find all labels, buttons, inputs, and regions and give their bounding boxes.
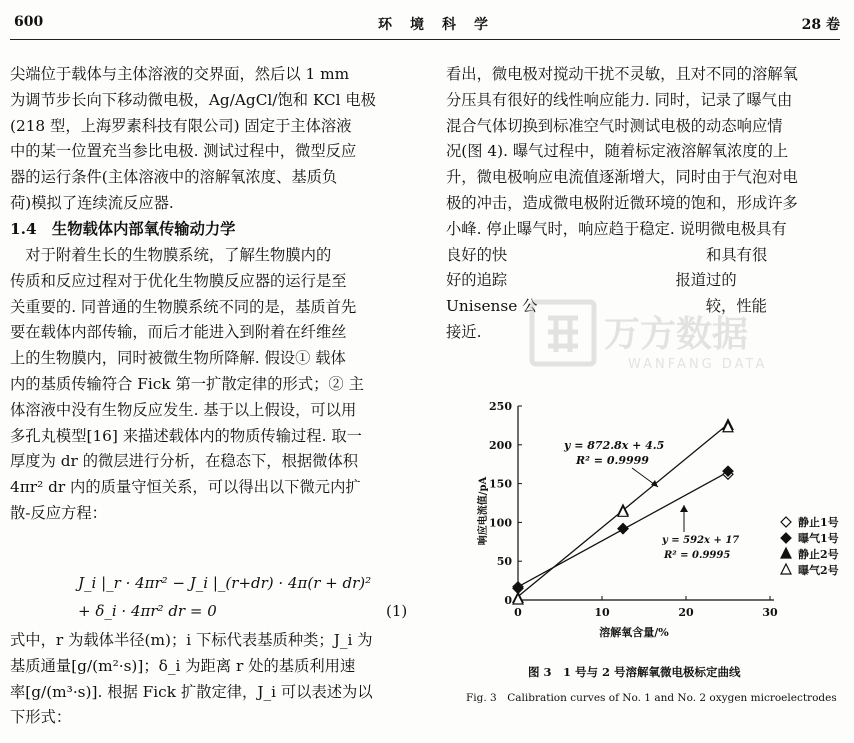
y-tick-label: 250 bbox=[489, 400, 512, 413]
text-line: 好的追踪 报道过的 bbox=[446, 271, 737, 290]
svg-text:万方数据: 万方数据 bbox=[604, 314, 749, 355]
text-line: 体溶液中没有生物反应发生. 基于以上假设，可以用 bbox=[10, 400, 357, 419]
text-line: 基质通量[g/(m²·s)]；δ_i 为距离 r 处的基质利用速 bbox=[10, 656, 356, 675]
text-line: 多孔丸模型[16] 来描述载体内的物质传输过程. 取一 bbox=[10, 426, 362, 445]
equation-1-line1: J_i |_r · 4πr² − J_i |_(r+dr) · 4π(r + dr)² bbox=[78, 574, 372, 592]
text-line: 为调节步长向下移动微电极，Ag/AgCl/饱和 KCl 电极 bbox=[10, 90, 376, 109]
equation-number: (1) bbox=[386, 602, 408, 620]
y-tick-label: 100 bbox=[489, 516, 512, 530]
fit-1-r2: R² = 0.9999 bbox=[576, 454, 649, 467]
text-line: 良好的快 和具有很 bbox=[446, 245, 768, 264]
right-column-text bbox=[446, 62, 798, 346]
text-line: 4πr² dr 内的质量守恒关系，可以得出以下微元内扩 bbox=[10, 478, 361, 497]
text-line: 分压具有很好的线性响应能力. 同时，记录了曝气由 bbox=[446, 90, 793, 109]
figure-caption-zh: 图 3 1 号与 2 号溶解氧微电极标定曲线 bbox=[528, 665, 741, 679]
left-column-top bbox=[10, 62, 376, 217]
text-line: 荷)模拟了连续流反应器. bbox=[10, 193, 174, 212]
text-line: 中的某一位置充当参比电极. 测试过程中，微型反应 bbox=[10, 142, 357, 161]
y-axis-label: 响应电流值/pA bbox=[478, 476, 489, 546]
legend-marker-4 bbox=[781, 564, 791, 574]
text-line: 看出，微电极对搅动干扰不灵敏，且对不同的溶解氧 bbox=[446, 65, 798, 83]
text-line: Unisense 公 较，性能 bbox=[446, 297, 767, 316]
text-line: 率[g/(m³·s)]. 根据 Fick 扩散定律，J_i 可以表述为以 bbox=[10, 682, 373, 701]
x-tick-label: 20 bbox=[678, 606, 694, 619]
legend-marker-1 bbox=[781, 517, 791, 527]
text-line: 极的冲击，造成微电极附近微环境的饱和，形成许多 bbox=[446, 193, 798, 212]
text-line: 对于附着生长的生物膜系统，了解生物膜内的 bbox=[10, 246, 332, 264]
text-line: 器的运行条件(主体溶液中的溶解氧浓度、基质负 bbox=[10, 168, 338, 187]
y-tick-label: 0 bbox=[504, 594, 512, 607]
text-line: 厚度为 dr 的微层进行分析，在稳态下，根据微体积 bbox=[10, 452, 359, 471]
text-line: 况(图 4). 曝气过程中，随着标定液溶解氧浓度的上 bbox=[446, 142, 789, 161]
text-line: 传质和反应过程对于优化生物膜反应器的运行是至 bbox=[10, 271, 347, 290]
legend-marker-3 bbox=[781, 548, 791, 558]
text-line: 小峰. 停止曝气时，响应趋于稳定. 说明微电极具有 bbox=[446, 219, 787, 238]
text-line: 升，微电极响应电流值逐渐增大，同时由于气泡对电 bbox=[446, 168, 798, 187]
fit-2-pointer-head bbox=[680, 505, 688, 512]
x-tick-label: 0 bbox=[514, 606, 522, 619]
x-tick-label: 30 bbox=[762, 606, 778, 619]
fit-1-equation: y = 872.8x + 4.5 bbox=[564, 439, 665, 452]
text-line: 关重要的. 同普通的生物膜系统不同的是，基质首先 bbox=[10, 297, 357, 316]
calibration-chart bbox=[452, 392, 852, 652]
text-line: 要在载体内部传输，而后才能进入到附着在纤维丝 bbox=[10, 323, 347, 342]
text-line: 接近. bbox=[446, 322, 482, 341]
left-column-body bbox=[10, 243, 364, 527]
figure-caption-en: Fig. 3 Calibration curves of No. 1 and No. 2 oxygen microelectrodes bbox=[466, 692, 837, 704]
text-line: 式中，r 为载体半径(m)；i 下标代表基质种类；J_i 为 bbox=[10, 631, 373, 649]
text-line: 混合气体切换到标准空气时测试电极的动态响应情 bbox=[446, 116, 783, 135]
header-rule bbox=[10, 39, 840, 40]
svg-text:WANFANG DATA: WANFANG DATA bbox=[628, 357, 768, 372]
journal-title: 环 境 科 学 bbox=[378, 17, 490, 33]
fit-2-r2: R² = 0.9995 bbox=[664, 550, 731, 561]
x-tick-label: 10 bbox=[594, 606, 610, 619]
y-tick-label: 200 bbox=[489, 438, 512, 452]
text-line: 内的基质传输符合 Fick 第一扩散定律的形式；② 主 bbox=[10, 374, 364, 393]
legend-label-4: 曝气2号 bbox=[798, 564, 839, 577]
left-column-after bbox=[10, 628, 373, 731]
y-tick-label: 50 bbox=[496, 555, 512, 569]
fit-2-equation: y = 592x + 17 bbox=[662, 535, 740, 546]
legend-marker-2 bbox=[781, 533, 791, 543]
text-line: 尖端位于载体与主体溶液的交界面，然后以 1 mm bbox=[10, 65, 350, 83]
page-number: 600 bbox=[14, 14, 44, 30]
volume-label: 28 卷 bbox=[801, 17, 840, 33]
legend-label-2: 曝气1号 bbox=[798, 532, 839, 545]
section-heading: 1.4 生物载体内部氧传输动力学 bbox=[10, 220, 236, 238]
x-axis-label: 溶解氧含量/% bbox=[599, 626, 669, 639]
text-line: 上的生物膜内，同时被微生物所降解. 假设① 载体 bbox=[10, 349, 346, 368]
y-tick-label: 150 bbox=[489, 477, 512, 491]
equation-1-line2: + δ_i · 4πr² dr = 0 bbox=[78, 602, 217, 620]
legend-label-1: 静止1号 bbox=[798, 516, 839, 529]
text-line: 散-反应方程： bbox=[10, 503, 107, 522]
text-line: (218 型，上海罗素科技有限公司) 固定于主体溶液 bbox=[10, 116, 352, 135]
data-point-series-2 bbox=[618, 524, 628, 534]
text-line: 下形式： bbox=[10, 708, 72, 727]
legend-label-3: 静止2号 bbox=[798, 548, 839, 561]
